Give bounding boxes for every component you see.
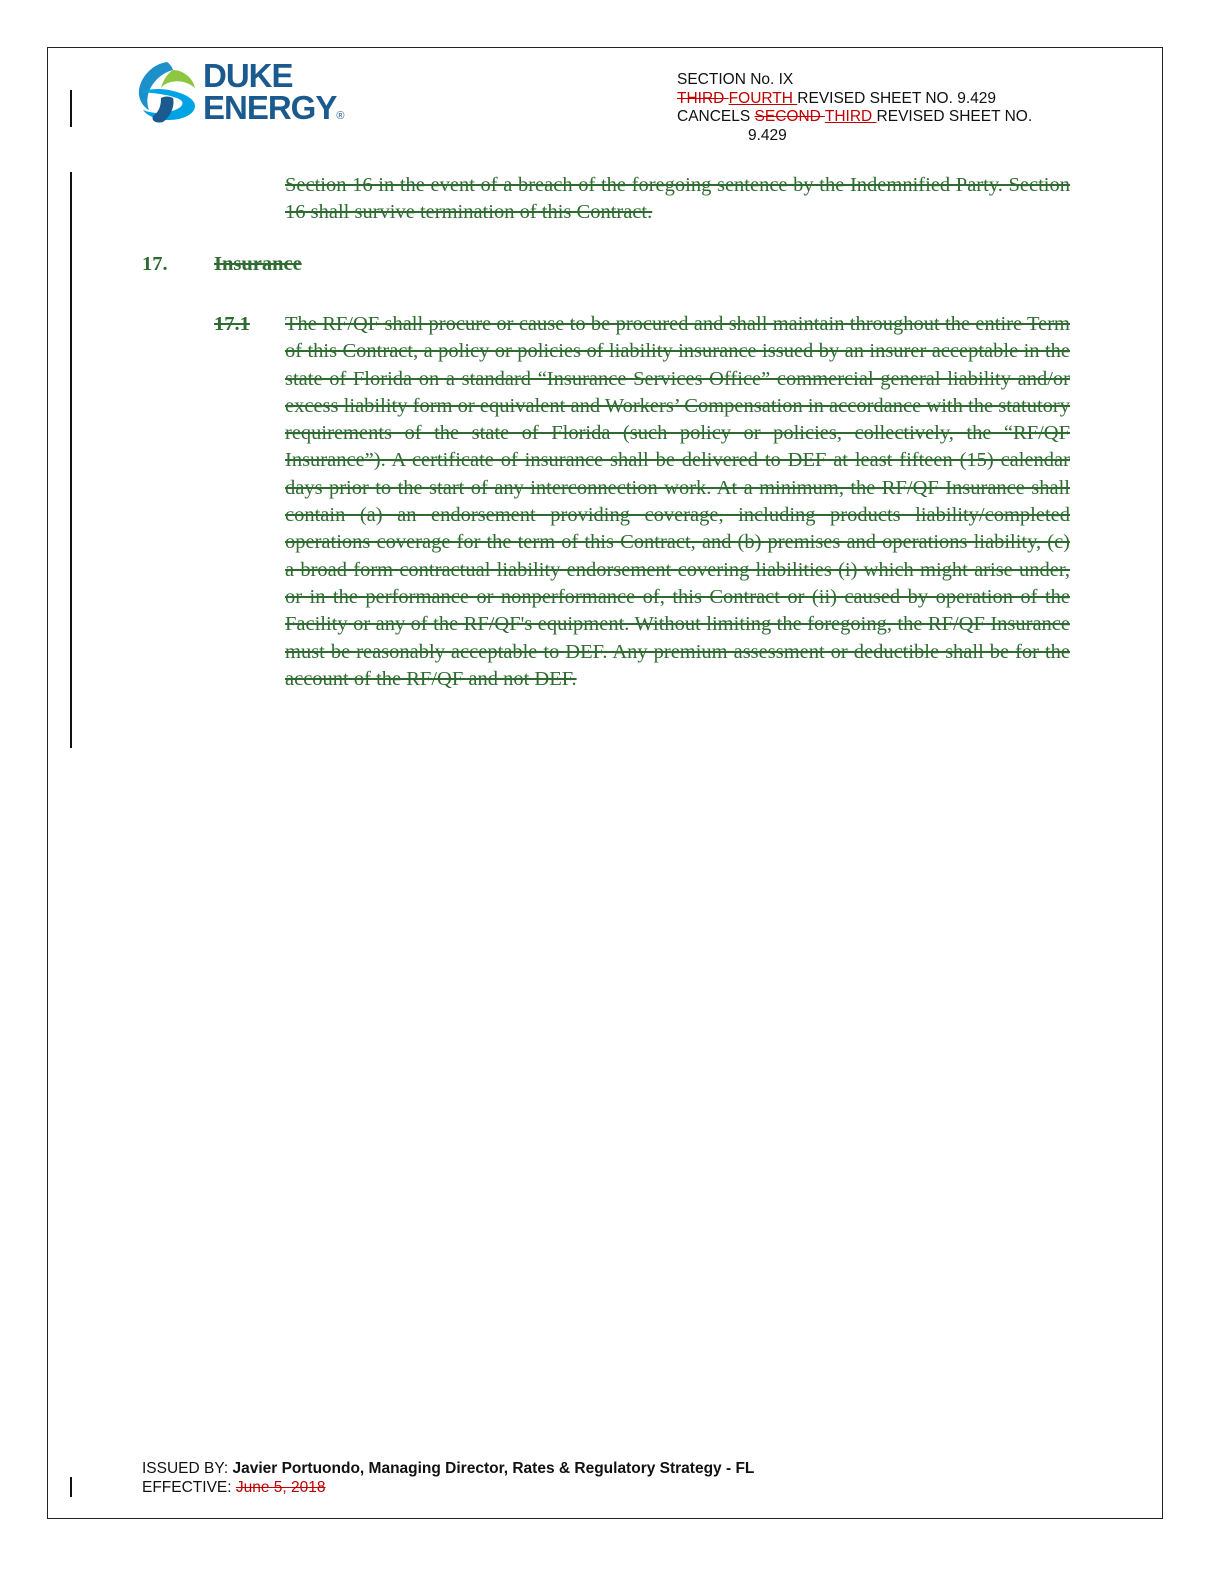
logo-line2 xyxy=(203,89,344,132)
change-bar-footer xyxy=(70,1477,72,1497)
effective-line xyxy=(142,1478,754,1497)
revised-rest: REVISED SHEET NO. 9.429 xyxy=(797,89,996,107)
logo-line1: DUKE xyxy=(203,57,293,94)
effective-date-deleted: June 5, 2018 xyxy=(235,1479,326,1496)
issued-by-label: ISSUED BY: xyxy=(142,1460,233,1477)
cancels-inserted: THIRD xyxy=(824,108,877,125)
revised-sheet-line xyxy=(677,90,1032,109)
cancels-sheet-number: 9.429 xyxy=(748,126,787,144)
cancels-line xyxy=(677,108,1032,127)
section-number: SECTION No. IX xyxy=(677,71,794,88)
change-bar-body xyxy=(70,172,72,748)
change-bar-header xyxy=(70,90,72,127)
logo-line2-text: ENERGY xyxy=(203,89,337,126)
issued-by-line xyxy=(142,1459,754,1478)
section171-number: 17.1 xyxy=(214,313,250,335)
issued-by-value: Javier Portuondo, Managing Director, Rates & Regulatory Strategy - FL xyxy=(232,1460,755,1477)
sheet-header xyxy=(677,71,1032,145)
effective-label: EFFECTIVE: xyxy=(142,1479,236,1496)
section171-paragraph: The RF/QF shall procure or cause to be procured and shall maintain throughout the entire Term of this Contract, a policy or policies of liability insurance issued by an insurer acceptable in the state of Florida on a standard “Insurance Services Office” commercial general liability and/or excess liability form or equivalent and Workers’ Compensation in accordance with the statutory requirements of the state of Florida (such policy or policies, collectively, the “RF/QF Insurance”). A certificate of insurance shall be delivered to DEF at least fifteen (15) calendar days prior to the start of any interconnection work. At a minimum, the RF/QF Insurance shall contain (a) an endorsement providing coverage, including products liability/completed operations coverage for the term of this Contract, and (b) premises and operations liability, (c) a broad form contractual liability endorsement covering liabilities (i) which might arise under, or in the performance or nonperformance of, this Contract or (ii) caused by operation of the Facility or any of the RF/QF's equipment. Without limiting the foregoing, the RF/QF Insurance must be reasonably acceptable to DEF. Any premium assessment or deductible shall be for the account of the RF/QF and not DEF. xyxy=(285,313,1070,690)
duke-energy-logo xyxy=(133,58,343,128)
section17-heading xyxy=(142,251,302,278)
revised-deleted: THIRD xyxy=(677,89,729,107)
registered-mark: ® xyxy=(336,110,344,122)
section16-continuation: Section 16 in the event of a breach of the foregoing sentence by the Indemnified Party. Section 16 shall survive termination of this Contract. xyxy=(285,174,1070,224)
footer xyxy=(142,1459,754,1497)
cancels-prefix: CANCELS xyxy=(677,108,755,125)
section17-number: 17. xyxy=(142,253,168,275)
revised-inserted: FOURTH xyxy=(728,89,798,107)
section17-title: Insurance xyxy=(214,253,302,275)
duke-energy-logo-icon xyxy=(133,58,199,126)
duke-energy-wordmark xyxy=(203,57,344,132)
cancels-deleted: SECOND xyxy=(754,108,825,125)
cancels-rest: REVISED SHEET NO. xyxy=(876,108,1033,125)
